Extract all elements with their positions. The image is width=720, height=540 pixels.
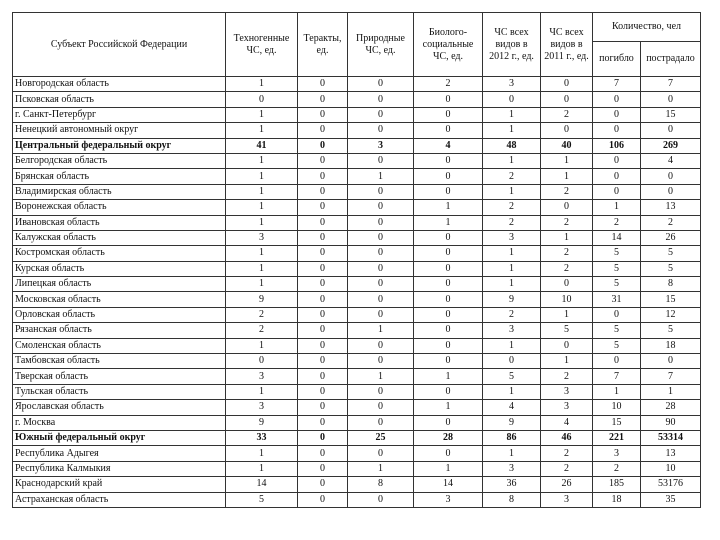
header-died: погибло <box>593 42 641 77</box>
cell-biosocial: 0 <box>414 169 483 184</box>
cell-natural: 0 <box>348 123 414 138</box>
cell-all-2012: 4 <box>483 400 541 415</box>
cell-natural: 0 <box>348 261 414 276</box>
cell-terror: 0 <box>298 477 348 492</box>
table-row <box>13 354 701 369</box>
cell-terror: 0 <box>298 153 348 168</box>
cell-injured: 0 <box>641 92 701 107</box>
cell-all-2012: 3 <box>483 230 541 245</box>
cell-injured: 0 <box>641 123 701 138</box>
cell-died: 1 <box>593 384 641 399</box>
cell-all-2011: 1 <box>541 354 593 369</box>
header-tech: Техногенные ЧС, ед. <box>226 13 298 77</box>
cell-all-2011: 1 <box>541 153 593 168</box>
cell-died: 7 <box>593 369 641 384</box>
table-row <box>13 123 701 138</box>
cell-biosocial: 4 <box>414 138 483 153</box>
cell-all-2011: 26 <box>541 477 593 492</box>
cell-all-2012: 3 <box>483 461 541 476</box>
table-row <box>13 246 701 261</box>
cell-biosocial: 1 <box>414 215 483 230</box>
cell-died: 106 <box>593 138 641 153</box>
cell-died: 0 <box>593 92 641 107</box>
table-row <box>13 92 701 107</box>
cell-injured: 8 <box>641 277 701 292</box>
region-name: Краснодарский край <box>13 477 226 492</box>
cell-tech: 3 <box>226 230 298 245</box>
table-row <box>13 153 701 168</box>
cell-died: 3 <box>593 446 641 461</box>
region-name: Тульская область <box>13 384 226 399</box>
cell-all-2011: 0 <box>541 77 593 92</box>
cell-died: 185 <box>593 477 641 492</box>
table-row <box>13 230 701 245</box>
cell-all-2011: 2 <box>541 369 593 384</box>
cell-natural: 1 <box>348 323 414 338</box>
cell-terror: 0 <box>298 169 348 184</box>
header-biosocial: Биолого-социальные ЧС, ед. <box>414 13 483 77</box>
cell-died: 0 <box>593 153 641 168</box>
cell-injured: 4 <box>641 153 701 168</box>
table-row <box>13 184 701 199</box>
region-name: Калужская область <box>13 230 226 245</box>
header-natural: Природные ЧС, ед. <box>348 13 414 77</box>
region-name: Костромская область <box>13 246 226 261</box>
cell-died: 0 <box>593 307 641 322</box>
cell-natural: 0 <box>348 215 414 230</box>
cell-natural: 0 <box>348 230 414 245</box>
cell-died: 221 <box>593 430 641 445</box>
table-row <box>13 477 701 492</box>
cell-natural: 0 <box>348 338 414 353</box>
cell-natural: 0 <box>348 200 414 215</box>
cell-injured: 269 <box>641 138 701 153</box>
header-terror: Теракты, ед. <box>298 13 348 77</box>
header-subject: Субъект Российской Федерации <box>13 13 226 77</box>
cell-all-2012: 5 <box>483 369 541 384</box>
cell-all-2012: 48 <box>483 138 541 153</box>
cell-biosocial: 28 <box>414 430 483 445</box>
cell-terror: 0 <box>298 354 348 369</box>
table-row <box>13 200 701 215</box>
cell-tech: 1 <box>226 184 298 199</box>
header-all-2012: ЧС всех видов в 2012 г., ед. <box>483 13 541 77</box>
cell-injured: 12 <box>641 307 701 322</box>
cell-terror: 0 <box>298 492 348 507</box>
region-name: г. Санкт-Петербург <box>13 107 226 122</box>
header-all-2011: ЧС всех видов в 2011 г., ед. <box>541 13 593 77</box>
cell-died: 7 <box>593 77 641 92</box>
cell-all-2011: 5 <box>541 323 593 338</box>
table-row <box>13 277 701 292</box>
cell-terror: 0 <box>298 461 348 476</box>
cell-all-2011: 3 <box>541 384 593 399</box>
cell-all-2012: 1 <box>483 153 541 168</box>
cell-injured: 18 <box>641 338 701 353</box>
cell-terror: 0 <box>298 415 348 430</box>
cell-died: 0 <box>593 354 641 369</box>
cell-injured: 1 <box>641 384 701 399</box>
cell-died: 0 <box>593 107 641 122</box>
cell-died: 1 <box>593 200 641 215</box>
district-row <box>13 430 701 445</box>
header-injured: пострадало <box>641 42 701 77</box>
cell-tech: 1 <box>226 77 298 92</box>
cell-injured: 13 <box>641 200 701 215</box>
cell-tech: 1 <box>226 246 298 261</box>
cell-tech: 2 <box>226 323 298 338</box>
region-name: Ивановская область <box>13 215 226 230</box>
cell-all-2012: 8 <box>483 492 541 507</box>
region-name: Рязанская область <box>13 323 226 338</box>
cell-all-2011: 46 <box>541 430 593 445</box>
region-name: Ненецкий автономный округ <box>13 123 226 138</box>
cell-tech: 1 <box>226 123 298 138</box>
cell-injured: 53176 <box>641 477 701 492</box>
cell-all-2012: 1 <box>483 123 541 138</box>
cell-natural: 0 <box>348 277 414 292</box>
cell-all-2011: 3 <box>541 400 593 415</box>
cell-died: 10 <box>593 400 641 415</box>
cell-natural: 0 <box>348 415 414 430</box>
table-row <box>13 261 701 276</box>
cell-all-2011: 0 <box>541 338 593 353</box>
cell-all-2012: 1 <box>483 446 541 461</box>
cell-natural: 1 <box>348 461 414 476</box>
cell-injured: 53314 <box>641 430 701 445</box>
cell-tech: 1 <box>226 261 298 276</box>
cell-biosocial: 3 <box>414 492 483 507</box>
cell-terror: 0 <box>298 323 348 338</box>
cell-all-2012: 9 <box>483 415 541 430</box>
cell-died: 5 <box>593 323 641 338</box>
cell-tech: 1 <box>226 200 298 215</box>
cell-all-2012: 2 <box>483 215 541 230</box>
cell-tech: 1 <box>226 338 298 353</box>
cell-natural: 0 <box>348 153 414 168</box>
region-name: Псковская область <box>13 92 226 107</box>
region-name: Московская область <box>13 292 226 307</box>
cell-natural: 0 <box>348 492 414 507</box>
cell-terror: 0 <box>298 261 348 276</box>
region-name: Астраханская область <box>13 492 226 507</box>
cell-injured: 15 <box>641 107 701 122</box>
cell-all-2011: 0 <box>541 277 593 292</box>
region-name: Тамбовская область <box>13 354 226 369</box>
cell-tech: 9 <box>226 292 298 307</box>
cell-all-2012: 1 <box>483 261 541 276</box>
cell-natural: 0 <box>348 77 414 92</box>
cell-injured: 35 <box>641 492 701 507</box>
cell-tech: 14 <box>226 477 298 492</box>
region-name: Воронежская область <box>13 200 226 215</box>
cell-terror: 0 <box>298 400 348 415</box>
cell-terror: 0 <box>298 230 348 245</box>
cell-all-2012: 3 <box>483 77 541 92</box>
cell-terror: 0 <box>298 307 348 322</box>
cell-natural: 0 <box>348 384 414 399</box>
cell-terror: 0 <box>298 277 348 292</box>
cell-all-2012: 1 <box>483 246 541 261</box>
region-name: Южный федеральный округ <box>13 430 226 445</box>
cell-tech: 0 <box>226 354 298 369</box>
cell-all-2012: 1 <box>483 277 541 292</box>
cell-died: 14 <box>593 230 641 245</box>
cell-biosocial: 1 <box>414 461 483 476</box>
region-name: Республика Адыгея <box>13 446 226 461</box>
table-row <box>13 461 701 476</box>
cell-terror: 0 <box>298 215 348 230</box>
cell-natural: 0 <box>348 292 414 307</box>
cell-biosocial: 0 <box>414 230 483 245</box>
cell-all-2012: 2 <box>483 307 541 322</box>
cell-biosocial: 0 <box>414 446 483 461</box>
cell-biosocial: 0 <box>414 323 483 338</box>
cell-died: 2 <box>593 215 641 230</box>
cell-natural: 25 <box>348 430 414 445</box>
cell-tech: 9 <box>226 415 298 430</box>
cell-natural: 0 <box>348 107 414 122</box>
cell-tech: 3 <box>226 400 298 415</box>
cell-biosocial: 0 <box>414 277 483 292</box>
header-people: Количество, чел <box>593 13 701 42</box>
cell-biosocial: 14 <box>414 477 483 492</box>
cell-all-2011: 3 <box>541 492 593 507</box>
cell-terror: 0 <box>298 138 348 153</box>
cell-terror: 0 <box>298 107 348 122</box>
cell-biosocial: 0 <box>414 307 483 322</box>
cell-natural: 0 <box>348 354 414 369</box>
cell-biosocial: 0 <box>414 261 483 276</box>
cell-tech: 1 <box>226 277 298 292</box>
cell-terror: 0 <box>298 338 348 353</box>
cell-terror: 0 <box>298 430 348 445</box>
region-name: Центральный федеральный округ <box>13 138 226 153</box>
region-name: Смоленская область <box>13 338 226 353</box>
table-row <box>13 384 701 399</box>
cell-died: 5 <box>593 338 641 353</box>
cell-tech: 1 <box>226 153 298 168</box>
table-row <box>13 169 701 184</box>
cell-terror: 0 <box>298 92 348 107</box>
cell-natural: 0 <box>348 246 414 261</box>
cell-died: 5 <box>593 277 641 292</box>
table-row <box>13 492 701 507</box>
cell-died: 15 <box>593 415 641 430</box>
region-name: Владимирская область <box>13 184 226 199</box>
cell-all-2011: 2 <box>541 215 593 230</box>
cell-all-2012: 0 <box>483 354 541 369</box>
cell-biosocial: 0 <box>414 107 483 122</box>
cell-all-2011: 4 <box>541 415 593 430</box>
cell-injured: 2 <box>641 215 701 230</box>
cell-biosocial: 0 <box>414 415 483 430</box>
cell-tech: 5 <box>226 492 298 507</box>
cell-terror: 0 <box>298 77 348 92</box>
cell-all-2011: 2 <box>541 446 593 461</box>
cell-died: 5 <box>593 246 641 261</box>
cell-died: 0 <box>593 123 641 138</box>
cell-all-2011: 1 <box>541 307 593 322</box>
cell-injured: 90 <box>641 415 701 430</box>
region-name: Брянская область <box>13 169 226 184</box>
cell-injured: 0 <box>641 184 701 199</box>
region-name: Новгородская область <box>13 77 226 92</box>
cell-biosocial: 0 <box>414 153 483 168</box>
cell-all-2012: 0 <box>483 92 541 107</box>
district-row <box>13 138 701 153</box>
cell-died: 0 <box>593 184 641 199</box>
emergency-statistics-table <box>12 12 701 508</box>
cell-natural: 8 <box>348 477 414 492</box>
cell-natural: 0 <box>348 446 414 461</box>
table-row <box>13 415 701 430</box>
region-name: Республика Калмыкия <box>13 461 226 476</box>
table-row <box>13 338 701 353</box>
cell-all-2012: 1 <box>483 338 541 353</box>
cell-all-2011: 2 <box>541 461 593 476</box>
cell-all-2011: 0 <box>541 200 593 215</box>
cell-biosocial: 0 <box>414 292 483 307</box>
cell-biosocial: 0 <box>414 338 483 353</box>
cell-biosocial: 1 <box>414 200 483 215</box>
cell-injured: 7 <box>641 77 701 92</box>
cell-terror: 0 <box>298 292 348 307</box>
cell-natural: 1 <box>348 169 414 184</box>
region-name: Тверская область <box>13 369 226 384</box>
table-row <box>13 400 701 415</box>
cell-all-2011: 2 <box>541 261 593 276</box>
cell-all-2012: 2 <box>483 169 541 184</box>
table-row <box>13 369 701 384</box>
cell-all-2011: 1 <box>541 169 593 184</box>
cell-natural: 0 <box>348 184 414 199</box>
cell-all-2012: 86 <box>483 430 541 445</box>
cell-died: 31 <box>593 292 641 307</box>
cell-injured: 28 <box>641 400 701 415</box>
table-row <box>13 292 701 307</box>
cell-all-2012: 1 <box>483 184 541 199</box>
cell-biosocial: 0 <box>414 184 483 199</box>
cell-injured: 0 <box>641 354 701 369</box>
cell-injured: 7 <box>641 369 701 384</box>
cell-all-2011: 1 <box>541 230 593 245</box>
cell-died: 18 <box>593 492 641 507</box>
cell-all-2011: 2 <box>541 107 593 122</box>
cell-natural: 0 <box>348 92 414 107</box>
cell-tech: 41 <box>226 138 298 153</box>
table-row <box>13 107 701 122</box>
region-name: г. Москва <box>13 415 226 430</box>
cell-terror: 0 <box>298 446 348 461</box>
cell-tech: 33 <box>226 430 298 445</box>
cell-all-2011: 10 <box>541 292 593 307</box>
region-name: Курская область <box>13 261 226 276</box>
cell-injured: 5 <box>641 323 701 338</box>
cell-biosocial: 0 <box>414 384 483 399</box>
region-name: Липецкая область <box>13 277 226 292</box>
cell-tech: 1 <box>226 169 298 184</box>
cell-all-2011: 40 <box>541 138 593 153</box>
cell-tech: 0 <box>226 92 298 107</box>
cell-biosocial: 0 <box>414 92 483 107</box>
cell-tech: 3 <box>226 369 298 384</box>
cell-died: 0 <box>593 169 641 184</box>
cell-injured: 13 <box>641 446 701 461</box>
table-row <box>13 323 701 338</box>
table-row <box>13 307 701 322</box>
region-name: Ярославская область <box>13 400 226 415</box>
cell-terror: 0 <box>298 246 348 261</box>
region-name: Белгородская область <box>13 153 226 168</box>
cell-injured: 5 <box>641 261 701 276</box>
cell-biosocial: 1 <box>414 400 483 415</box>
cell-terror: 0 <box>298 123 348 138</box>
cell-biosocial: 1 <box>414 369 483 384</box>
table-row <box>13 215 701 230</box>
cell-all-2012: 1 <box>483 384 541 399</box>
cell-all-2011: 2 <box>541 184 593 199</box>
cell-all-2011: 0 <box>541 123 593 138</box>
cell-natural: 0 <box>348 307 414 322</box>
cell-all-2012: 9 <box>483 292 541 307</box>
cell-injured: 5 <box>641 246 701 261</box>
cell-all-2012: 36 <box>483 477 541 492</box>
cell-died: 2 <box>593 461 641 476</box>
cell-tech: 1 <box>226 107 298 122</box>
cell-natural: 3 <box>348 138 414 153</box>
cell-tech: 1 <box>226 461 298 476</box>
cell-died: 5 <box>593 261 641 276</box>
cell-natural: 0 <box>348 400 414 415</box>
cell-all-2012: 3 <box>483 323 541 338</box>
cell-tech: 1 <box>226 384 298 399</box>
cell-natural: 1 <box>348 369 414 384</box>
cell-all-2011: 2 <box>541 246 593 261</box>
cell-injured: 0 <box>641 169 701 184</box>
cell-injured: 26 <box>641 230 701 245</box>
cell-biosocial: 0 <box>414 123 483 138</box>
cell-injured: 10 <box>641 461 701 476</box>
cell-terror: 0 <box>298 384 348 399</box>
cell-biosocial: 2 <box>414 77 483 92</box>
cell-injured: 15 <box>641 292 701 307</box>
cell-terror: 0 <box>298 200 348 215</box>
cell-all-2012: 2 <box>483 200 541 215</box>
table-row <box>13 77 701 92</box>
table-row <box>13 446 701 461</box>
region-name: Орловская область <box>13 307 226 322</box>
cell-all-2011: 0 <box>541 92 593 107</box>
cell-all-2012: 1 <box>483 107 541 122</box>
cell-terror: 0 <box>298 184 348 199</box>
cell-biosocial: 0 <box>414 354 483 369</box>
cell-tech: 2 <box>226 307 298 322</box>
cell-tech: 1 <box>226 446 298 461</box>
table-body <box>13 77 701 508</box>
cell-terror: 0 <box>298 369 348 384</box>
cell-biosocial: 0 <box>414 246 483 261</box>
cell-tech: 1 <box>226 215 298 230</box>
